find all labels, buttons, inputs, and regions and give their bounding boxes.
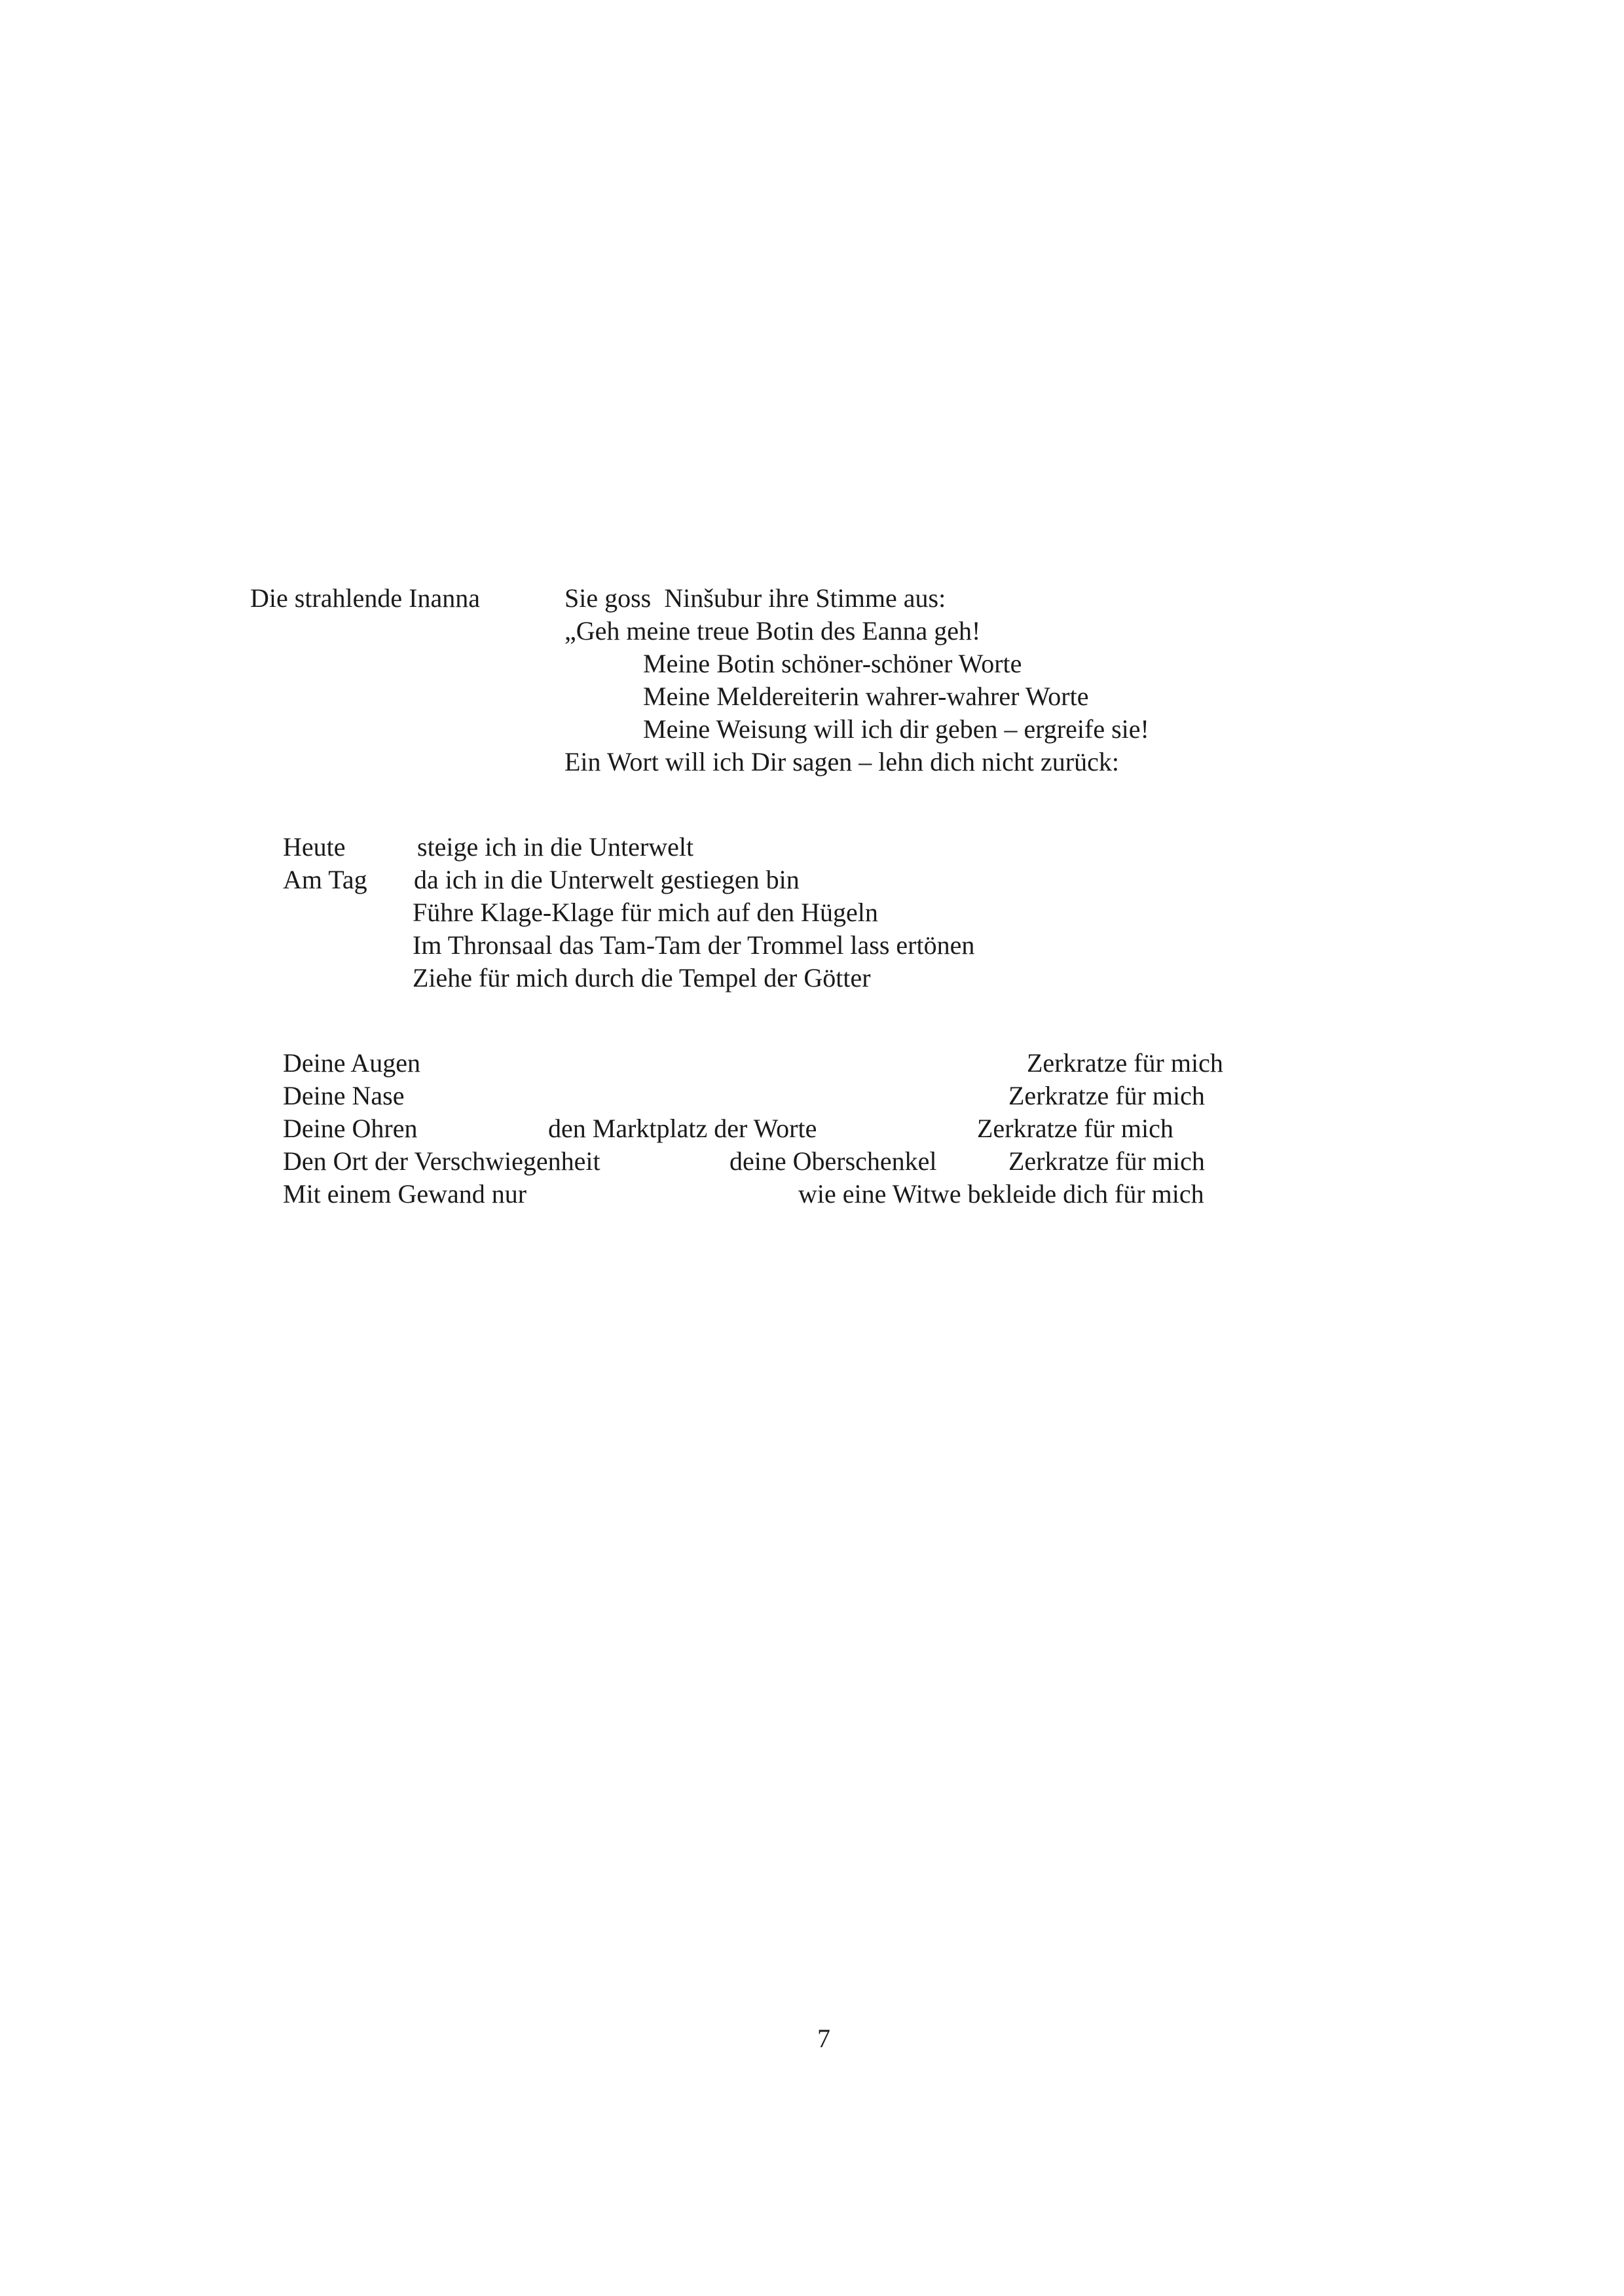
poem-line: Ein Wort will ich Dir sagen – lehn dich nicht zurück: [564, 747, 1119, 776]
poem-line: Ziehe für mich durch die Tempel der Götter [413, 963, 871, 993]
poem-line: Meine Meldereiterin wahrer-wahrer Worte [643, 682, 1089, 711]
poem-line: wie eine Witwe bekleide dich für mich [798, 1179, 1204, 1209]
speaker-label: Die strahlende Inanna [250, 583, 480, 613]
poem-line: Zerkratze für mich [1008, 1146, 1205, 1176]
poem-line: Im Thronsaal das Tam-Tam der Trommel lass ertönen [413, 930, 975, 960]
poem-line: Zerkratze für mich [977, 1114, 1173, 1143]
poem-line: „Geh meine treue Botin des Eanna geh! [564, 616, 981, 646]
poem-line: steige ich in die Unterwelt [417, 832, 694, 862]
poem-line: Meine Weisung will ich dir geben – ergreife sie! [643, 714, 1149, 744]
poem-line: Mit einem Gewand nur [283, 1179, 527, 1209]
poem-label: Heute [283, 832, 346, 862]
poem-line: Meine Botin schöner-schöner Worte [643, 649, 1022, 678]
poem-line: Zerkratze für mich [1027, 1048, 1223, 1078]
poem-line: deine Oberschenkel [729, 1146, 937, 1176]
poem-line: Zerkratze für mich [1008, 1081, 1205, 1110]
poem-line: Sie goss Ninšubur ihre Stimme aus: [564, 583, 946, 613]
poem-line: Den Ort der Verschwiegenheit [283, 1146, 600, 1176]
poem-label: Am Tag [283, 865, 367, 894]
poem-line: den Marktplatz der Worte [548, 1114, 817, 1143]
poem-line: Deine Ohren [283, 1114, 418, 1143]
poem-line: Führe Klage-Klage für mich auf den Hügeln [413, 898, 878, 927]
page-number: 7 [817, 2024, 830, 2053]
poem-line: Deine Nase [283, 1081, 405, 1110]
poem-line: da ich in die Unterwelt gestiegen bin [414, 865, 800, 894]
poem-line: Deine Augen [283, 1048, 420, 1078]
